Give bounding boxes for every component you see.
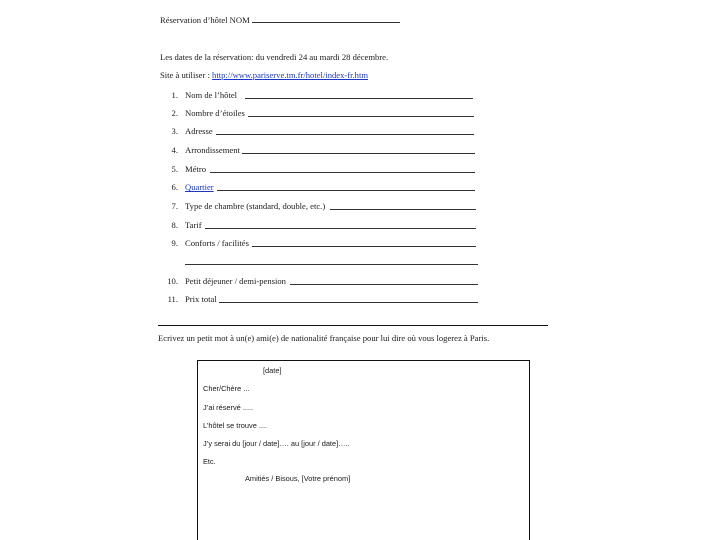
site-line — [160, 70, 368, 80]
title-text: Réservation d’hôtel NOM — [160, 15, 250, 25]
letter-line-location: L’hôtel se trouve .... — [203, 421, 268, 430]
answer-line — [219, 294, 478, 303]
answer-line — [252, 238, 476, 247]
answer-line — [210, 164, 475, 173]
quartier-link[interactable]: Quartier — [185, 182, 214, 192]
worksheet-title — [160, 14, 400, 25]
reservation-dates: Les dates de la réservation: du vendredi 24 au mardi 28 décembre. — [160, 52, 389, 62]
letter-line-etc: Etc. — [203, 457, 216, 466]
site-link[interactable]: http://www.pariserve.tm.fr/hotel/index-fr.htm — [212, 70, 369, 80]
answer-line — [330, 201, 476, 210]
extra-answer-line — [185, 264, 478, 265]
answer-line — [242, 145, 475, 154]
letter-line-dates: J’y serai du [jour / date]…. au [jour / date]….. — [203, 439, 350, 448]
answer-line — [205, 220, 476, 229]
answer-line — [217, 182, 475, 191]
answer-line — [248, 108, 474, 117]
letter-date: [date] — [263, 366, 282, 375]
letter-greeting: Cher/Chère ... — [203, 384, 250, 393]
name-blank-line — [252, 14, 400, 23]
worksheet-page: Réservation d’hôtel NOM Les dates de la réservation: du vendredi 24 au mardi 28 décembre. Site à utiliser : http://www.pariserve.tm.fr/hotel/index-fr.htm 1. Nom de l’hôtel 2. Nombre d’étoiles 3. Adresse 4. Arrondissement 5. Métro 6. Quartier 7. Type de chambre (standard, double, etc.) 8. Tarif 9. Conforts / facilités 10. Petit déjeuner / demi-pension 11. Prix total Ecrivez un petit mot à un(e) ami(e) de nationalité française pour lui dire où vous logerez à Paris. [date] Cher/Chère ... J’ai réservé ..... L’hôtel se trouve .... J’y serai du [jour / date]…. au [jour / date]….. Etc. Amitiés / Bisous, [Votre prénom] — [0, 0, 720, 540]
letter-template-box — [197, 360, 530, 540]
section-divider — [158, 325, 548, 326]
letter-line-reserved: J’ai réservé ..... — [203, 403, 254, 412]
letter-closing: Amitiés / Bisous, [Votre prénom] — [245, 474, 351, 483]
answer-line — [290, 276, 478, 285]
answer-line — [216, 126, 474, 135]
answer-line — [245, 90, 473, 99]
writing-instructions: Ecrivez un petit mot à un(e) ami(e) de nationalité française pour lui dire où vous logerez à Paris. — [158, 333, 490, 343]
site-label: Site à utiliser : — [160, 70, 213, 80]
